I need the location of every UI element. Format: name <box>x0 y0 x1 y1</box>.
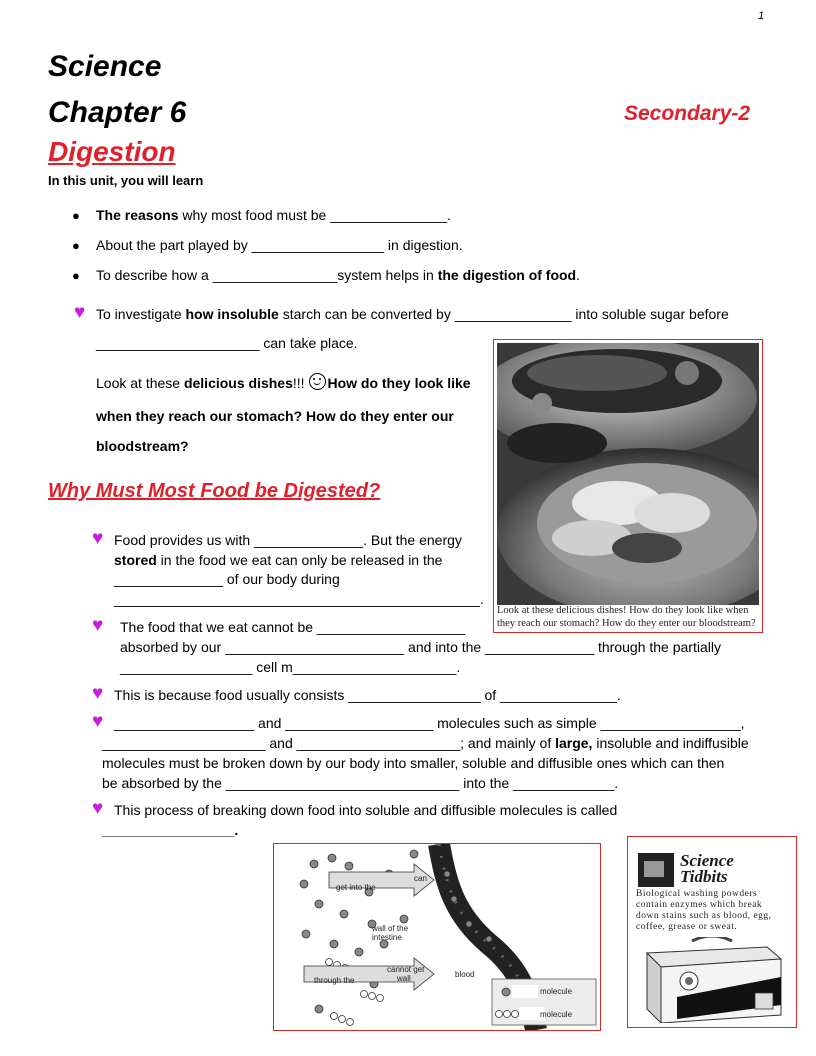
food-photo <box>497 343 759 605</box>
heart-icon: ♥ <box>92 528 104 549</box>
diagram-label-molecule-1: molecule <box>540 987 573 996</box>
diagram-label-wall: wall <box>397 974 411 983</box>
diagram-label-blood: blood <box>455 970 475 979</box>
bullet-1-bold: The reasons <box>96 207 179 223</box>
title-chapter: Chapter 6 <box>48 96 187 129</box>
tidbits-icon <box>638 853 674 887</box>
point-5-line1: This process of breaking down food into soluble and diffusible molecules is called <box>114 802 618 818</box>
point-1-line2-rest: in the food we eat can only be released in the <box>156 552 443 568</box>
section-heading: Why Must Most Food be Digested? <box>48 480 381 502</box>
point-5-line2: _________________. <box>102 822 239 838</box>
diagram-label-wall-of: wall of the <box>372 924 409 933</box>
tidbits-title-2: Tidbits <box>680 867 728 886</box>
investigate-line1 <box>96 304 729 324</box>
heart-icon: ♥ <box>92 683 104 704</box>
point-3: This is because food usually consists _________________ of _______________. <box>114 687 621 703</box>
diagram-label-cannot-get: cannot get <box>387 965 425 974</box>
point-4-line2-post: insoluble and indiffusible <box>592 735 749 751</box>
investigate-line2: _____________________ can take place. <box>96 335 358 351</box>
bullet-1-text: why most food must be _______________. <box>178 207 451 223</box>
bullet-dot-icon: ● <box>72 238 80 253</box>
tidbits-body-3: down stains such as blood, egg, <box>636 911 772 921</box>
photo-caption: Look at these delicious dishes! How do they look like when they reach our stomach? How do they enter our bloodstream? <box>497 605 756 629</box>
point-1-bold: stored <box>114 552 157 568</box>
point-1-line1: Food provides us with ______________. But the energy <box>114 532 462 548</box>
look-bold1: delicious dishes <box>183 375 293 391</box>
absorption-diagram <box>273 843 601 1031</box>
look-line2: when they reach our stomach? How do they enter our <box>96 408 454 424</box>
look-line3: bloodstream? <box>96 438 189 454</box>
food-photo-frame <box>493 339 763 633</box>
bullet-3-pre: To describe how a ________________system helps in <box>96 267 438 283</box>
point-2-line2: absorbed by our _______________________ and into the ______________ through the partially <box>120 639 721 655</box>
bullet-2 <box>72 235 463 256</box>
point-1-line4: _______________________________________________. <box>114 591 484 607</box>
bullet-3-post: . <box>576 267 580 283</box>
point-4-line3: molecules must be broken down by our body into smaller, soluble and diffusible ones which can then <box>102 755 725 771</box>
investigate-pre: To investigate <box>96 306 186 322</box>
title-digestion: Digestion <box>48 136 176 167</box>
page-number: 1 <box>758 10 765 22</box>
title-science: Science <box>48 50 162 83</box>
look-bold2: How do they look like <box>327 375 471 391</box>
investigate-bold: how insoluble <box>185 306 279 322</box>
tidbits-title-1: Science <box>680 851 734 870</box>
heart-icon: ♥ <box>92 711 104 732</box>
diagram-label-get-into: get into the <box>336 883 376 892</box>
washing-powder-box-image <box>637 937 787 1023</box>
smiley-icon <box>309 373 326 390</box>
look-mid: !!! <box>292 375 309 391</box>
diagram-label-intestine: intestine <box>372 933 402 942</box>
tidbits-body-1: Biological washing powders <box>636 889 758 899</box>
investigate-post: starch can be converted by _______________ into soluble sugar before <box>278 306 729 322</box>
bullet-3-bold: the digestion of food <box>437 267 577 283</box>
point-4-bold: large, <box>555 735 593 751</box>
look-pre: Look at these <box>96 375 184 391</box>
heart-icon: ♥ <box>74 302 86 323</box>
point-2-line1: The food that we eat cannot be ___________________ <box>120 619 465 635</box>
absorption-diagram-art <box>274 844 600 1030</box>
heart-icon: ♥ <box>92 798 104 819</box>
intro-heading: In this unit, you will learn <box>48 173 204 188</box>
diagram-label-molecule-2: molecule <box>540 1010 573 1019</box>
tidbits-body-2: contain enzymes which break <box>636 900 763 910</box>
bullet-2-text: About the part played by _________________ in digestion. <box>96 237 463 253</box>
point-2-line3: _________________ cell m_____________________. <box>120 659 461 675</box>
point-4-line2 <box>102 733 749 753</box>
point-4-line4: be absorbed by the ______________________________ into the _____________. <box>102 775 619 791</box>
bullet-3 <box>72 265 580 286</box>
point-4-line1: __________________ and ___________________ molecules such as simple __________________, <box>114 715 745 731</box>
look-line1 <box>96 371 471 393</box>
point-1-line2 <box>114 550 442 570</box>
point-4-line2-pre: _____________________ and _____________________; and mainly of <box>102 735 556 751</box>
science-tidbits-box <box>627 836 797 1028</box>
tidbits-body-4: coffee, grease or sweat. <box>636 922 738 932</box>
point-1-line3: ______________ of our body during <box>114 571 340 587</box>
diagram-label-can: can <box>414 874 427 883</box>
bullet-dot-icon: ● <box>72 268 80 283</box>
bullet-dot-icon: ● <box>72 208 80 223</box>
title-secondary: Secondary-2 <box>624 102 751 125</box>
heart-icon: ♥ <box>92 615 104 636</box>
bullet-1 <box>72 205 451 226</box>
diagram-label-through: through the <box>314 976 355 985</box>
